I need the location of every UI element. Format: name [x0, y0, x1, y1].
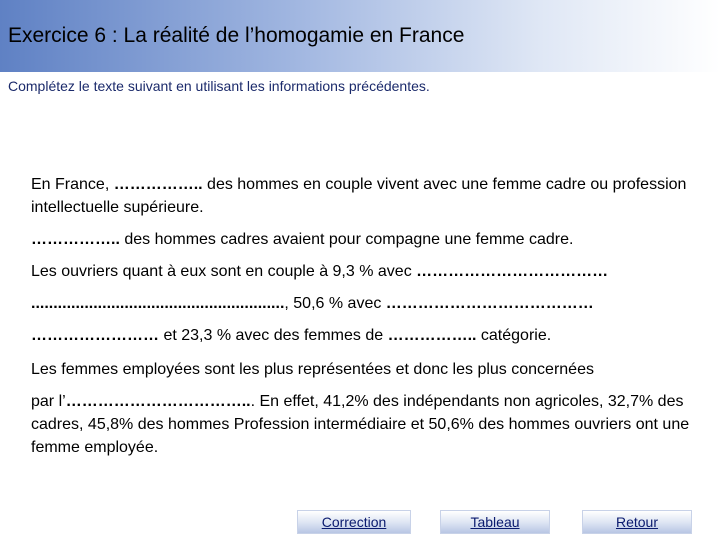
paragraph-6: Les femmes employées sont les plus représentées et donc les plus concernées: [31, 361, 594, 378]
paragraph-4: [31, 292, 696, 315]
blank-field: ……………………………..: [65, 393, 251, 410]
page-title: Exercice 6 : La réalité de l’homogamie en France: [8, 24, 465, 47]
paragraph-7: [31, 390, 696, 459]
text-segment: des hommes cadres avaient pour compagne une femme cadre.: [119, 231, 574, 248]
tableau-button[interactable]: Tableau: [440, 510, 550, 534]
text-segment: catégorie.: [476, 327, 552, 344]
instruction-text: Complétez le texte suivant en utilisant les informations précédentes.: [8, 78, 430, 94]
blank-field: ……………………: [31, 327, 159, 344]
text-segment: , 50,6 % avec: [284, 295, 386, 312]
text-segment: par l’: [31, 393, 66, 410]
paragraph-2: [31, 228, 696, 251]
blank-field: ……………..: [387, 327, 477, 344]
blank-field: …………………………………: [385, 295, 594, 312]
blank-field: ……………..: [31, 231, 120, 248]
text-segment: et 23,3 % avec des femmes de: [159, 327, 388, 344]
text-segment: . En effet, 41,2% des indépendants non agricoles, 32,7% des cadres, 45,8% des hommes Profession intermédiaire et 50,6% des hommes ouvriers ont une femme employée.: [31, 393, 690, 456]
paragraph-3: [31, 260, 696, 283]
text-segment: En France,: [31, 176, 114, 193]
retour-button[interactable]: Retour: [582, 510, 692, 534]
blank-field: ……………..: [113, 176, 203, 193]
text-segment: Les ouvriers quant à eux sont en couple à 9,3 % avec: [31, 263, 417, 280]
text-segment: des hommes en couple vivent avec une femme cadre ou profession intellectuelle supérieure.: [31, 176, 687, 216]
correction-button[interactable]: Correction: [297, 510, 411, 534]
title-bar: [0, 0, 720, 72]
paragraph-1: [31, 173, 696, 219]
blank-field: ………………………………: [416, 263, 609, 280]
blank-field: .........................................................: [31, 295, 285, 312]
exercise-text: [31, 173, 696, 459]
paragraph-5: [31, 324, 696, 347]
